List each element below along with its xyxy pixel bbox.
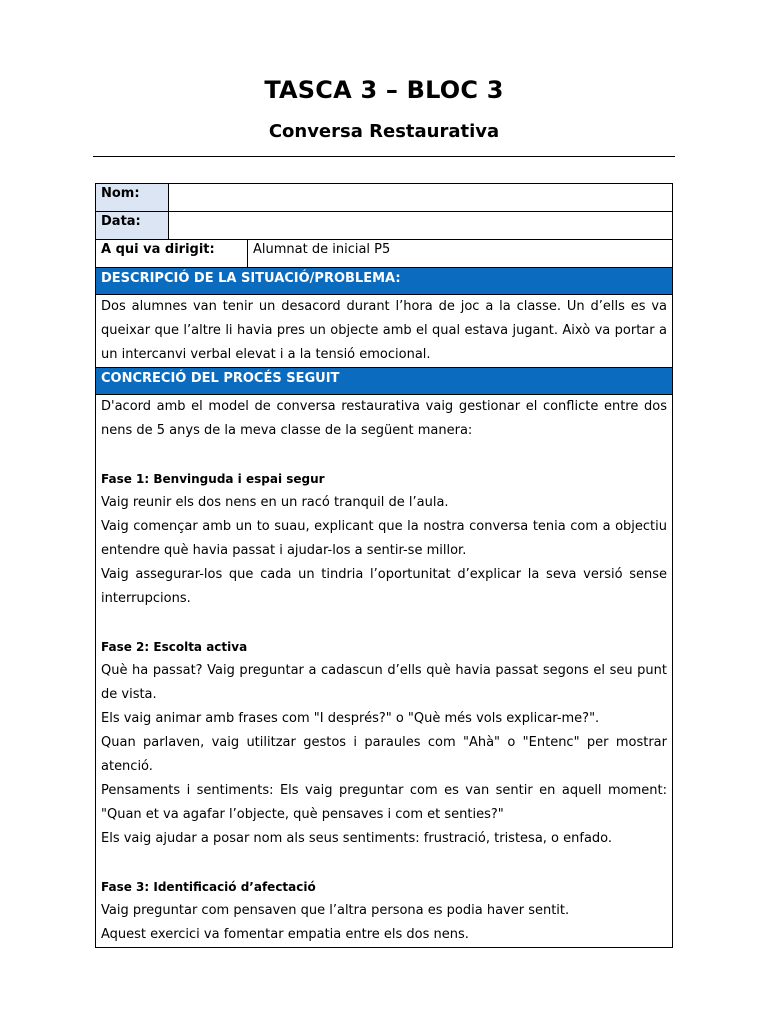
section-header-description — [96, 268, 673, 295]
title-divider — [93, 156, 675, 157]
spacer — [101, 851, 667, 875]
phase-2-line: Els vaig ajudar a posar nom als seus sentiments: frustració, tristesa, o enfado. — [101, 831, 613, 846]
addressee-label: A qui va dirigit: — [96, 240, 248, 268]
data-field[interactable] — [169, 212, 673, 240]
spacer — [101, 611, 667, 635]
description-text[interactable] — [96, 295, 673, 368]
phase-1-line: Vaig reunir els dos nens en un racó tranquil de l’aula. — [101, 495, 449, 510]
phase-3-line: Aquest exercici va fomentar empatia entre els dos nens. — [101, 927, 469, 942]
description-paragraph: Dos alumnes van tenir un desacord durant l’hora de joc a la classe. Un d’ells es va queixar que l’altre li havia pres un objecte amb el qual estava jugant. Això va portar a un intercanvi verbal elevat i a la tensió emocional. — [101, 299, 667, 362]
phase-2-line: Què ha passat? Vaig preguntar a cadascun d’ells què havia passat segons el seu punt de vista. — [101, 663, 667, 702]
process-intro: D'acord amb el model de conversa restaurativa vaig gestionar el conflicte entre dos nens de 5 anys de la meva classe de la següent manera: — [101, 399, 667, 438]
phase-3-line: Vaig preguntar com pensaven que l’altra persona es podia haver sentit. — [101, 903, 570, 918]
phase-2-line: Els vaig animar amb frases com "I després?" o "Què més vols explicar-me?". — [101, 711, 600, 726]
phase-2-title: Fase 2: Escolta activa — [101, 640, 248, 654]
process-header: CONCRECIÓ DEL PROCÉS SEGUIT — [96, 368, 673, 395]
page-title: TASCA 3 – BLOC 3 — [264, 76, 504, 104]
row-description — [96, 295, 673, 368]
section-header-process — [96, 368, 673, 395]
row-nom — [96, 184, 673, 212]
phase-2-line: Quan parlaven, vaig utilitzar gestos i paraules com "Ahà" o "Entenc" per mostrar atenció. — [101, 735, 667, 774]
nom-label: Nom: — [96, 184, 169, 212]
addressee-field[interactable]: Alumnat de inicial P5 — [248, 240, 673, 268]
task-form-table — [95, 183, 673, 948]
process-text[interactable] — [96, 395, 673, 948]
phase-3-title: Fase 3: Identificació d’afectació — [101, 880, 316, 894]
spacer — [101, 443, 667, 467]
phase-1-line: Vaig assegurar-los que cada un tindria l’oportunitat d’explicar la seva versió sense interrupcions. — [101, 567, 667, 606]
description-header: DESCRIPCIÓ DE LA SITUACIÓ/PROBLEMA: — [96, 268, 673, 295]
phase-1-title: Fase 1: Benvinguda i espai segur — [101, 472, 325, 486]
nom-field[interactable] — [169, 184, 673, 212]
row-process — [96, 395, 673, 948]
data-label: Data: — [96, 212, 169, 240]
phase-1-line: Vaig començar amb un to suau, explicant que la nostra conversa tenia com a objectiu entendre què havia passat i ajudar-los a sentir-se millor. — [101, 519, 667, 558]
phase-2-line: Pensaments i sentiments: Els vaig preguntar com es van sentir en aquell moment: "Quan et va agafar l’objecte, què pensaves i com et senties?" — [101, 783, 667, 822]
page-subtitle: Conversa Restaurativa — [268, 121, 500, 142]
row-addressee — [96, 240, 673, 268]
row-data — [96, 212, 673, 240]
